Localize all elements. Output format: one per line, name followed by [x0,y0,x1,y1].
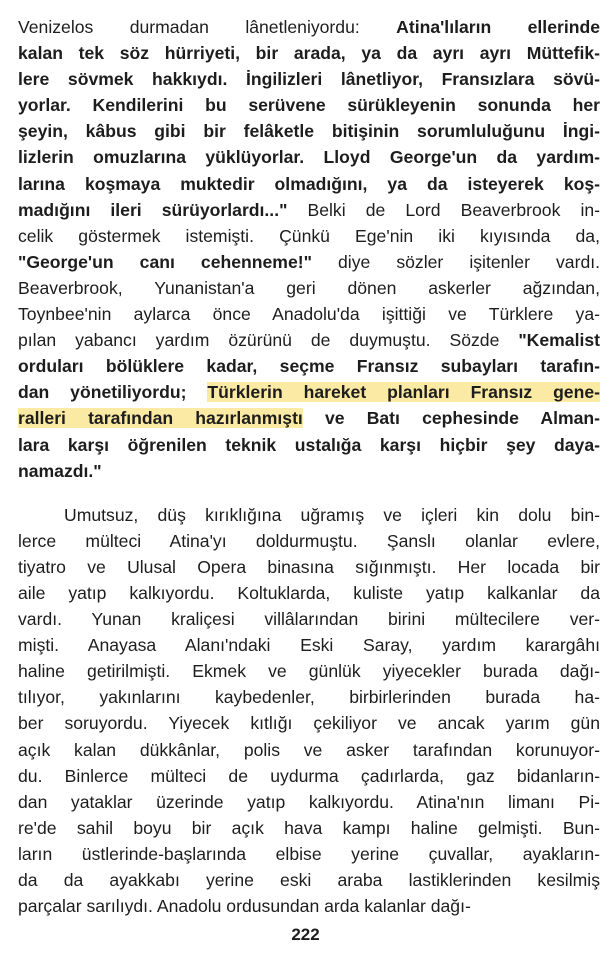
text-line: haline getirilmişti. Ekmek ve günlük yiyecekler burada dağı- [18,661,600,682]
text-line [18,327,600,353]
text-line [18,92,600,118]
text-line [18,301,600,327]
text-line: ların üstlerinde-başlarında elbise yerine çuvallar, ayakların- [18,843,600,864]
text-run: dan yönetiliyordu; [18,382,208,403]
text-run: Toynbee'nin aylarca önce Anadolu'da işittiği ve Türklere ya- [18,304,600,325]
page-number: 222 [291,925,320,944]
text-line [18,353,600,379]
text-run: pılan yabancı yardım özürünü de duymuştu. Sözde [18,330,519,351]
text-run: lizlerin omuzlarına yüklüyorlar. Lloyd George'un da yardım- [18,147,600,168]
text-line: Umutsuz, düş kırıklığına uğramış ve içleri kin dolu bin- [64,504,600,525]
text-line: parçalar sarılıydı. Anadolu ordusundan arda kalanlar dağı- [18,896,471,917]
text-run: madığını ileri sürüyorlardı..." [18,199,288,220]
text-line [18,432,600,458]
text-run: diye sözler işitenler vardı. [311,251,601,272]
text-line: tılıyor, yakınlarını kaybedenler, birbirlerinden burada ha- [18,687,600,708]
text-line [18,405,600,431]
text-line: açık kalan dükkânlar, polis ve asker tarafından korunuyor- [18,739,600,760]
text-line [18,40,600,66]
highlighted-text: ralleri tarafından hazırlanmıştı [18,408,303,429]
paragraph-1 [18,14,600,484]
text-run: kalan tek söz hürriyeti, bir arada, ya da ayrı ayrı Müttefik- [18,43,600,64]
text-line: mişti. Anayasa Alanı'ndaki Eski Saray, yardım karargâhı [18,635,600,656]
text-line [18,458,600,484]
text-line [18,14,600,40]
text-line: da da ayakkabı yerine eski araba lastiklerinden kesilmiş [18,870,600,890]
text-run: lara karşı öğrenilen teknik ustalığa karşı hiçbir şey daya- [18,434,600,455]
text-run: şeyin, kâbus gibi bir felâketle bitişinin sorumluluğunu İngi- [18,121,600,142]
text-line [18,66,600,92]
text-run: yorlar. Kendilerini bu serüvene sürükleyenin sonunda her [18,95,600,116]
text-line [18,144,600,170]
paragraph-gap [18,484,600,502]
text-run: larına koşmaya muktedir olmadığını, ya da isteyerek koş- [18,173,600,194]
text-line [18,171,600,197]
text-run: "George'un canı cehenneme!" [18,251,312,272]
text-line [18,275,600,301]
text-line: tiyatro ve Ulusal Opera binasına sığınmıştı. Her locada bir [18,556,600,577]
highlighted-text: Türklerin hareket planları Fransız gene- [207,382,600,403]
text-line: re'de sahil boyu bir açık hava kampı haline gelmişti. Bun- [18,817,600,838]
text-line: vardı. Yunan kraliçesi villâlarından birini mültecilere ver- [18,609,600,630]
text-run: "Kemalist [518,330,600,351]
text-run: Belki de Lord Beaverbrook in- [287,199,600,220]
text-line [18,249,600,275]
text-line: ber soruyordu. Yiyecek kıtlığı çekiliyor ve ancak yarım gün [18,713,600,734]
text-run: Atina'lıların ellerinde [396,17,600,37]
text-line: lerce mülteci Atina'yı doldurmuştu. Şanslı olanlar evlere, [18,530,600,551]
text-run: ve Batı cephesinde Alman- [302,408,600,429]
text-run: lere sövmek hakkıydı. İngilizleri lânetliyor, Fransızlara sövü- [18,69,600,90]
text-line: dan yataklar üzerinde yatıp kalkıyordu. Atina'nın limanı Pi- [18,791,600,812]
page-body [18,14,600,919]
text-run: Beaverbrook, Yunanistan'a geri dönen askerler ağzından, [18,277,600,298]
text-run: namazdı." [18,460,102,481]
text-line: aile yatıp kalkıyordu. Koltuklarda, kuliste yatıp kalkanlar da [18,582,600,603]
paragraph-2 [18,502,600,920]
text-run: celik göstermek istemişti. Çünkü Ege'nin iki kıyısında da, [18,225,600,246]
text-line [18,379,600,405]
text-line [18,223,600,249]
text-line [18,118,600,144]
text-run: orduları bölüklere kadar, seçme Fransız subayları tarafın- [18,356,600,377]
text-run: Venizelos durmadan lânetleniyordu: [18,17,397,37]
text-line: du. Binlerce mülteci de uydurma çadırlarda, gaz bidanların- [18,765,600,786]
text-line [18,197,600,223]
